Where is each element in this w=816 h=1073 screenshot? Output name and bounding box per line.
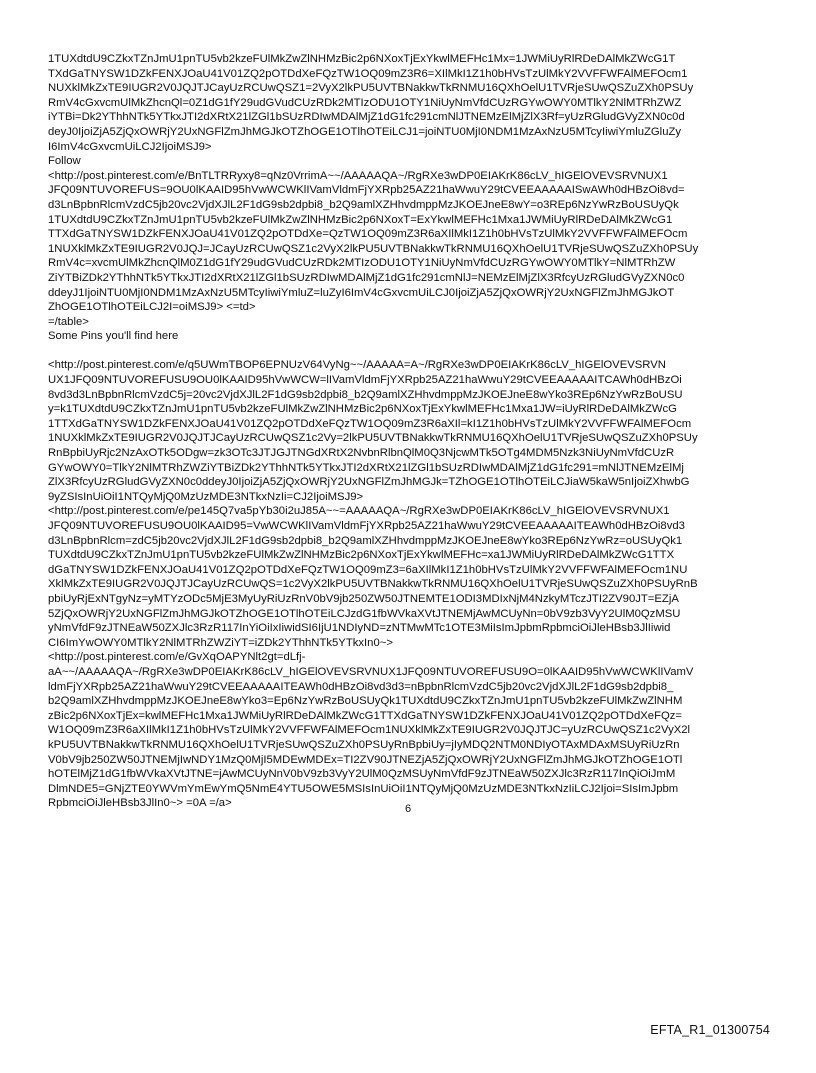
- text-line: ddeyJ1IjoiNTU0MjI0NDM1MzAxNzU5MTcyIiwiYmluZ=luZyI6ImV4cGxvcmUiLCJ0IjoiZjA5ZjQxOWRjY2UxNGFlZmJhMGJkOT: [48, 286, 675, 299]
- paragraph-gap: [48, 344, 774, 359]
- text-line: TUXdtdU9CZkxTZnJmU1pnTU5vb2kzeFUlMkZwZlNHMzBic2p6NXoxTjExYkwlMEFHc=xa1JWMiUyRlRDeDAlMkZWcG1TTX: [48, 549, 675, 562]
- text-line: 1NUXklMkZxTE9IUGR2V0JQJTJCayUzRCUwQSZ1c2Vy=2lkPU5UVTBNakkwTkRNMU16QXhOelU1TVRjeSUwQSZuZXh0PSUy: [48, 432, 698, 445]
- text-line: 9yZSIsInUiOiI1NTQyMjQ0MzUzMDE3NTkxNzIi=CJ2IjoiMSJ9>: [48, 490, 364, 503]
- text-line: Follow: [48, 155, 81, 168]
- text-line: ZhOGE1OTlhOTEiLCJ2I=oiMSJ9> <=td>: [48, 301, 256, 314]
- text-line: <http://post.pinterest.com/e/pe145Q7va5pYb30i2uJ85A~~=AAAAAQA~/RgRXe3wDP0EIAKrK86cLV_hIGElOVEVSRVNUX1: [48, 505, 670, 518]
- text-line: ZlX3RfcyUzRGludGVyZXN0c0ddeyJ0IjoiZjA5ZjQxOWRjY2UxNGFlZmJhMGJk=TZhOGE1OTlhOTEiLCJiaW5kaW5nIjoiZXhwbG: [48, 476, 690, 489]
- text-line: yNmVfdF9zJTNEaW50ZXJlc3RzR117InYiOiIxIiwidSI6IjU1NDIyND=zNTMwMTc1OTE3MiIsImJpbmRpbmciOiJleHBsb3JlIiwid: [48, 622, 671, 635]
- text-line: 8vd3d3LnBpbnRlcmVzdC5j=20vc2VjdXJlL2F1dG9sb2dpbi8_b2Q9amlXZHhvdmppMzJKOEJneE8wYko3REp6NzYwRzBoUSU: [48, 388, 683, 401]
- text-line: <http://post.pinterest.com/e/q5UWmTBOP6EPNUzV64VyNg~~/AAAAA=A~/RgRXe3wDP0EIAKrK86cLV_hIGElOVEVSRVN: [48, 359, 666, 372]
- document-id: EFTA_R1_01300754: [650, 1023, 770, 1037]
- text-line: ldmFjYXRpb25AZ21haWwuY29tCVEEAAAAAITEAWh0dHBzOi8vd3d3=nBpbnRlcmVzdC5jb20vc2VjdXJlL2F1dG9sb2dpbi8_: [48, 680, 674, 693]
- text-line: RmV4cGxvcmUlMkZhcnQl=0Z1dG1fY29udGVudCUzRDk2MTIzODU1OTY1NiUyNmVfdCUzRGYwOWY0MTlkY2NlMTRhZWZ: [48, 96, 682, 109]
- text-line: JFQ09NTUVOREFUSU9OU0lKAAID95=VwWCWKlIVamVldmFjYXRpb25AZ21haWwuY29tCVEEAAAAAITEAWh0dHBzOi8vd3: [48, 520, 685, 532]
- text-line: CI6ImYwOWY0MTlkY2NlMTRhZWZiYT=iZDk2YThhNTk5YTkxIn0~>: [48, 636, 393, 649]
- text-line: Some Pins you'll find here: [48, 330, 179, 343]
- text-line: 1TUXdtdU9CZkxTZnJmU1pnTU5vb2kzeFUlMkZwZlNHMzBic2p6NXoxTjExYkwlMEFHc1Mx=1JWMiUyRlRDeDAlMkZWcG1T: [48, 53, 676, 65]
- text-line: deyJ0IjoiZjA5ZjQxOWRjY2UxNGFlZmJhMGJkOTZhOGE1OTlhOTEiLCJ1=joiNTU0MjI0NDM1MzAxNzU5MTcyIiwiYmluZGluZy: [48, 125, 682, 138]
- text-line: XklMkZxTE9IUGR2V0JQJTJCayUzRCUwQS=1c2VyX2lkPU5UVTBNakkwTkRNMU16QXhOelU1TVRjeSUwQSZuZXh0PSUyRnB: [48, 578, 698, 591]
- text-line: TXdGaTNYSW1DZkFENXJOaU41V01ZQ2pOTDdXeFQzTW1OQ09mZ3R6=XIlMkI1Z1h0bHVsTzUlMkY2VVFFWFAlMEFOcm1: [48, 67, 688, 80]
- text-line: hOTElMjZ1dG1fbWVkaXVtJTNE=jAwMCUyNnV0bV9zb3VyY2UlM0QzMSUyNmVfdF9zJTNEaW50ZXJlc3RzR117InQiOiJmM: [48, 768, 676, 781]
- text-line: iYTBi=Dk2YThhNTk5YTkxJTI2dXRtX21lZGl1bSUzRDIwMDAlMjZ1dG1fc291cmNlJTNEMzElMjZlX3Rf=yUzRGludGVyZXN0c0d: [48, 111, 685, 124]
- text-line: =/table>: [48, 315, 89, 328]
- text-line: <http://post.pinterest.com/e/GvXqOAPYNlt2gt=dLfj-: [48, 651, 306, 664]
- text-line: d3LnBpbnRlcm=zdC5jb20vc2VjdXJlL2F1dG9sb2dpbi8_b2Q9amlXZHhvdmppMzJKOEJneE8wYko3REp6NzYwRz=oUSUyQk1: [48, 534, 683, 547]
- text-line: W1OQ09mZ3R6aXIlMkI1Z1h0bHVsTzUlMkY2VVFFWFAlMEFOcm1NUXklMkZxTE9IUGR2V0JQJTJC=yUzRCUwQSZ1c2VyX2l: [48, 724, 691, 737]
- text-line: 1TUXdtdU9CZkxTZnJmU1pnTU5vb2kzeFUlMkZwZlNHMzBic2p6NXoxT=ExYkwlMEFHc1Mxa1JWMiUyRlRDeDAlMkZWcG1: [48, 213, 673, 226]
- text-line: TTXdGaTNYSW1DZkFENXJOaU41V01ZQ2pOTDdXe=QzTW1OQ09mZ3R6aXIlMkI1Z1h0bHVsTzUlMkY2VVFFWFAlMEFOcm: [48, 228, 688, 241]
- text-line: 1NUXklMkZxTE9IUGR2V0JQJ=JCayUzRCUwQSZ1c2VyX2lkPU5UVTBNakkwTkRNMU16QXhOelU1TVRjeSUwQSZuZXh0PSUy: [48, 242, 699, 255]
- page-number: 6: [404, 803, 412, 815]
- text-line: DlmNDE5=GNjZTE0YWVmYmEwYmQ5NmE4YTU5OWE5MSIsInUiOiI1NTQyMjQ0MzUzMDE3NTkxNzIiLCJ2Ijoi=SIsImJpbm: [48, 782, 679, 795]
- text-line: UX1JFQ09NTUVOREFUSU9OU0lKAAID95hVwWCW=lIVamVldmFjYXRpb25AZ21haWwuY29tCVEEAAAAAITCAWh0dHBzOi: [48, 374, 682, 387]
- text-line: kPU5UVTBNakkwTkRNMU16QXhOelU1TVRjeSUwQSZuZXh0PSUyRnBpbiUy=jIyMDQ2NTM0NDIyOTAxMDAxMSUyRiUzRn: [48, 738, 680, 751]
- text-line: I6ImV4cGxvcmUiLCJ2IjoiMSJ9>: [48, 140, 212, 153]
- text-line: ZiYTBiZDk2YThhNTk5YTkxJTI2dXRtX21lZGl1bSUzRDIwMDAlMjZ1dG1fc291cmNlJ=NEMzElMjZlX3RfcyUzRGludGVyZXN0c0: [48, 271, 685, 284]
- text-line: RpbmciOiJleHBsb3JlIn0~> =0A =/a>: [48, 797, 232, 810]
- text-line: zBic2p6NXoxTjEx=kwlMEFHc1Mxa1JWMiUyRlRDeDAlMkZWcG1TTXdGaTNYSW1DZkFENXJOaU41V01ZQ2pOTDdXeFQz=: [48, 709, 683, 722]
- text-line: 5ZjQxOWRjY2UxNGFlZmJhMGJkOTZhOGE1OTlhOTEiLCJzdG1fbWVkaXVtJTNEMjAwMCUyNn=0bV9zb3VyY2UlM0QzMSU: [48, 607, 681, 620]
- text-line: b2Q9amlXZHhvdmppMzJKOEJneE8wYko3=Ep6NzYwRzBoUSUyQk1TUXdtdU9CZkxTZnJmU1pnTU5vb2kzeFUlMkZwZlNHM: [48, 695, 683, 708]
- text-line: y=k1TUXdtdU9CZkxTZnJmU1pnTU5vb2kzeFUlMkZwZlNHMzBic2p6NXoxTjExYkwlMEFHc1Mxa1JW=iUyRlRDeDAlMkZWcG: [48, 403, 677, 416]
- text-line: <http://post.pinterest.com/e/BnTLTRRyxy8=qNz0VrrimA~~/AAAAAQA~/RgRXe3wDP0EIAKrK86cLV_hIGElOVEVSRVNUX1: [48, 169, 668, 182]
- text-line: d3LnBpbnRlcmVzdC5jb20vc2VjdXJlL2F1dG9sb2dpbi8_b2Q9amlXZHhvdmppMzJKOEJneE8wY=o3REp6NzYwRzBoUSUyQk: [48, 198, 679, 211]
- text-line: pbiUyRjExNTgyNz=yMTYzODc5MjE3MyUyRiUzRnV0bV9jb250ZW50JTNEMTE1ODI3MDIxNjM4NzkyMTczJTI2ZV90JT=EZjA: [48, 592, 679, 605]
- text-line: aA~~/AAAAAQA~/RgRXe3wDP0EIAKrK86cLV_hIGElOVEVSRVNUX1JFQ09NTUVOREFUSU9O=0lKAAID95hVwWCWKlIVamV: [48, 665, 694, 678]
- text-line: RmV4c=xvcmUlMkZhcnQlM0Z1dG1fY29udGVudCUzRDk2MTIzODU1OTY1NiUyNmVfdCUzRGYwOWY0MTlkY=NlMTRhZW: [48, 257, 676, 270]
- document-body: [48, 52, 774, 811]
- text-line: RnBpbiUyRjc2NzAxOTk5ODgw=zk3OTc3JTJGJTNGdXRtX2NvbnRlbnQlM0Q3NjcwMTk5OTg4MDM5Nzk3NiUyNmVfdCUzR: [48, 447, 675, 460]
- text-line: JFQ09NTUVOREFUS=9OU0lKAAID95hVwWCWKlIVamVldmFjYXRpb25AZ21haWwuY29tCVEEAAAAAISwAWh0dHBzOi8vd=: [48, 184, 685, 197]
- text-line: GYwOWY0=TlkY2NlMTRhZWZiYTBiZDk2YThhNTk5YTkxJTI2dXRtX21lZGl1bSUzRDIwMDAlMjZ1dG1fc291=mNlJTNEMzElMj: [48, 461, 684, 474]
- text-line: dGaTNYSW1DZkFENXJOaU41V01ZQ2pOTDdXeFQzTW1OQ09mZ3=6aXIlMkI1Z1h0bHVsTzUlMkY2VVFFWFAlMEFOcm1NU: [48, 563, 688, 576]
- text-line: V0bV9jb250ZW50JTNEMjIwNDY1MzQ0MjI5MDEwMDEx=TI2ZV90JTNEZjA5ZjQxOWRjY2UxNGFlZmJhMGJkOTZhOGE1OTl: [48, 753, 683, 766]
- text-line: 1TTXdGaTNYSW1DZkFENXJOaU41V01ZQ2pOTDdXeFQzTW1OQ09mZ3R6aXIl=kI1Z1h0bHVsTzUlMkY2VVFFWFAlMEFOcm: [48, 417, 692, 430]
- text-line: NUXklMkZxTE9IUGR2V0JQJTJCayUzRCUwQSZ1=2VyX2lkPU5UVTBNakkwTkRNMU16QXhOelU1TVRjeSUwQSZuZXh0PSUy: [48, 82, 694, 95]
